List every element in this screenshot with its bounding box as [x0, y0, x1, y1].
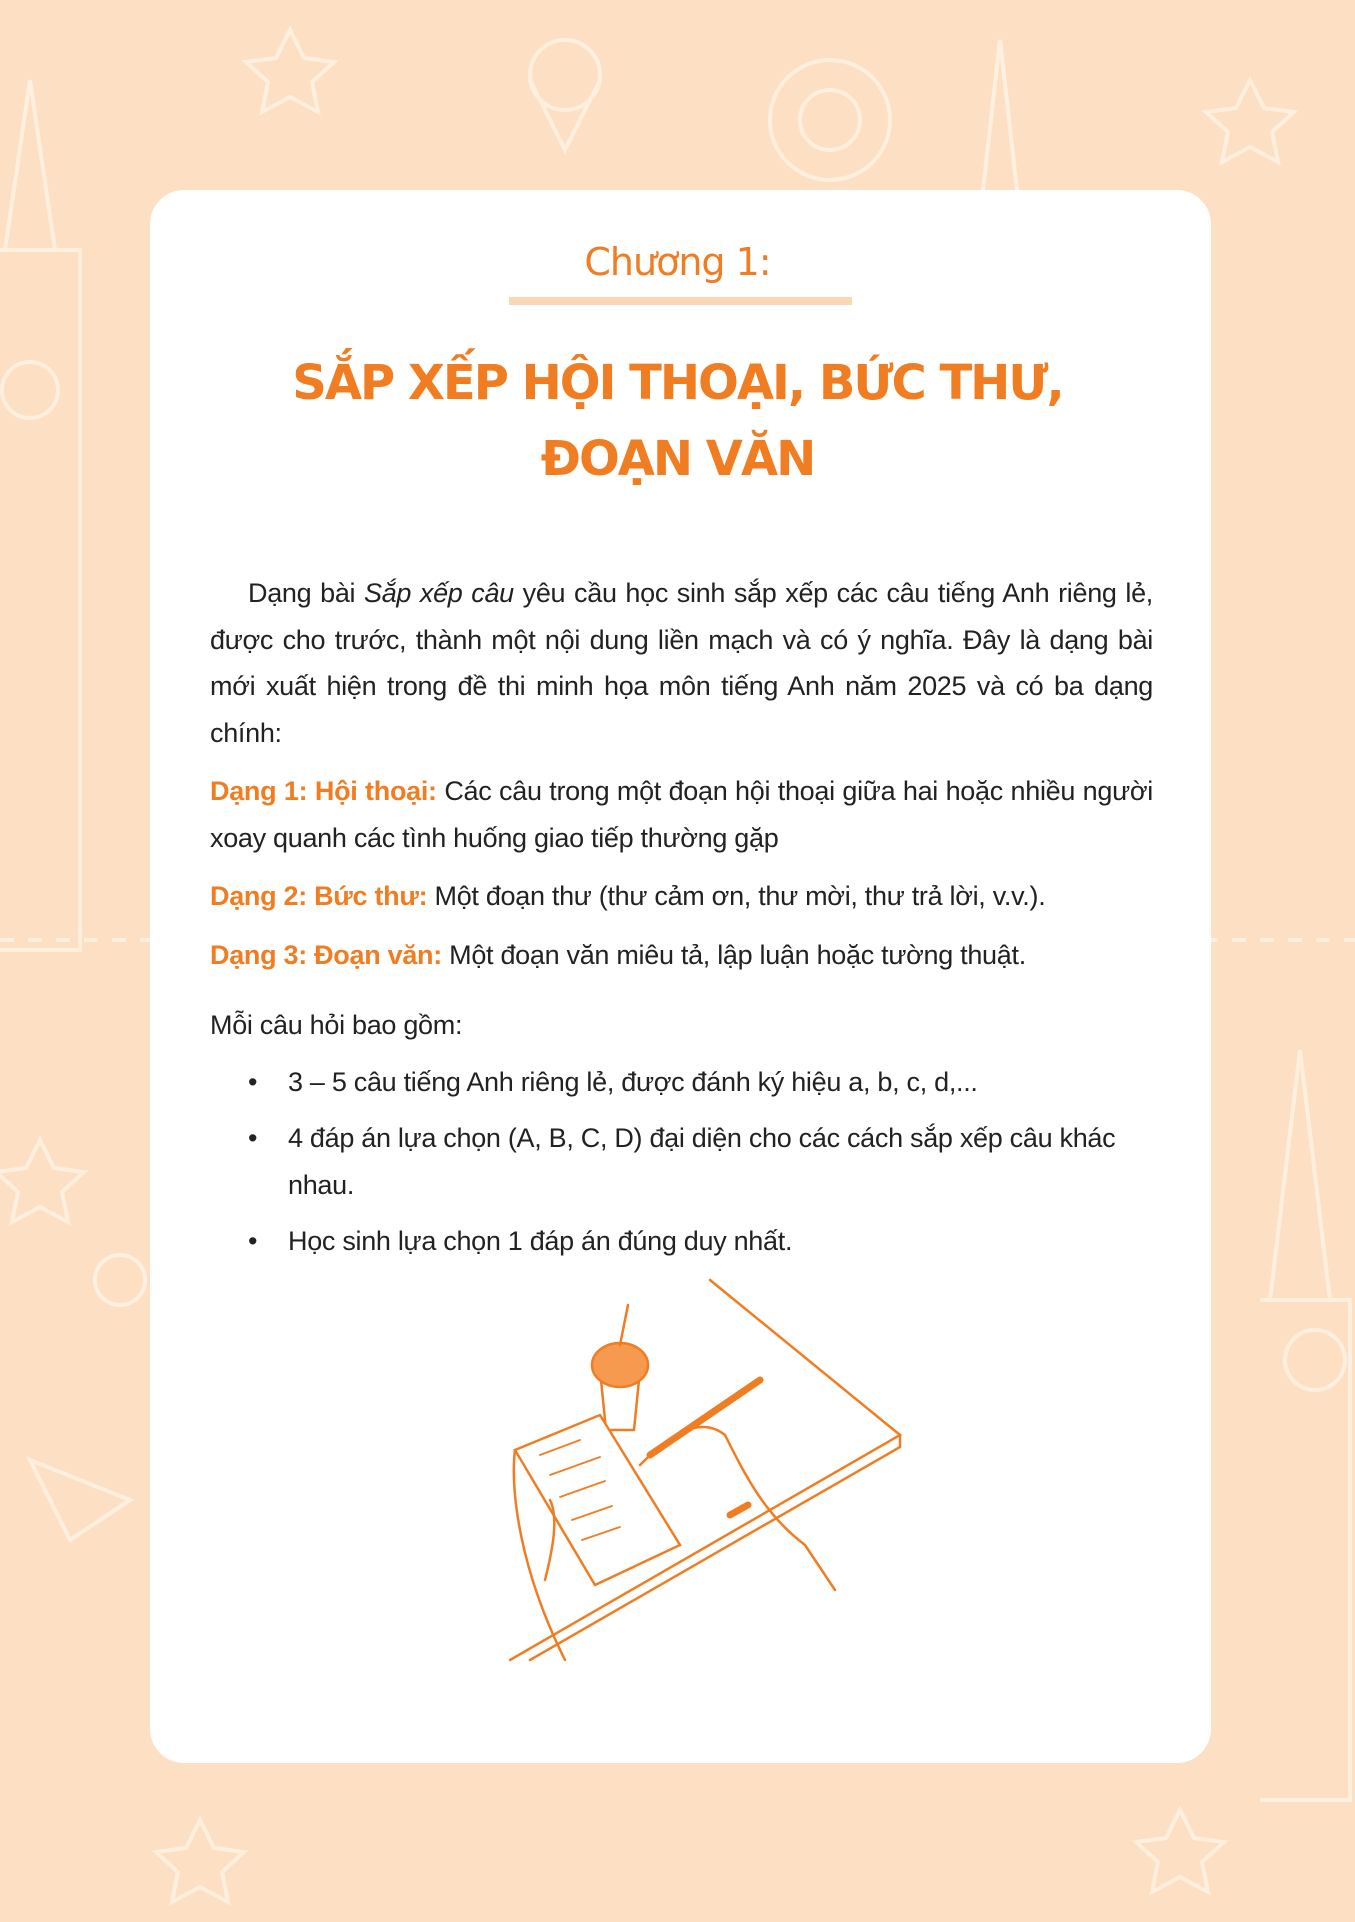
type-label: Dạng 2: Bức thư: — [210, 881, 428, 911]
type-text: Một đoạn thư (thư cảm ơn, thư mời, thư trả lời, v.v.). — [427, 881, 1046, 911]
type-label: Dạng 1: Hội thoại: — [210, 776, 437, 806]
question-intro: Mỗi câu hỏi bao gồm: — [210, 1010, 463, 1040]
type-text: Các câu trong một đoạn hội thoại giữa hai hoặc nhiều người xoay quanh các tình huống giao tiếp thường gặp — [210, 776, 1153, 853]
type-label: Dạng 3: Đoạn văn: — [210, 939, 442, 970]
page-title — [0, 345, 1355, 497]
type-1 — [210, 768, 1153, 861]
title-line-2: ĐOẠN VĂN — [540, 431, 815, 487]
title-divider — [509, 297, 852, 305]
chapter-label: Chương 1: — [584, 240, 771, 284]
intro-italic: Sắp xếp câu — [363, 578, 514, 608]
list-item: • Học sinh lựa chọn 1 đáp án đúng duy nhất. — [210, 1218, 1153, 1265]
body-text — [210, 570, 1153, 1275]
type-2 — [210, 873, 1153, 920]
intro-text-rest: yêu cầu học sinh sắp xếp các câu tiếng Anh riêng lẻ, được cho trước, thành một nội dung liền mạch và có ý nghĩa. Đây là dạng bài mới xuất hiện trong đề thi minh họa môn tiếng Anh năm 2025 và có ba dạng chính: — [210, 578, 1153, 748]
title-line-1: SẮP XẾP HỘI THOẠI, BỨC THƯ, — [292, 355, 1063, 411]
type-text: Một đoạn văn miêu tả, lập luận hoặc tường thuật. — [441, 939, 1026, 970]
writing-letter-illustration — [500, 1275, 910, 1665]
type-3 — [210, 932, 1153, 979]
list-item: • 3 – 5 câu tiếng Anh riêng lẻ, được đánh ký hiệu a, b, c, d,... — [210, 1059, 1153, 1106]
intro-text: Dạng bài — [248, 578, 364, 608]
intro-paragraph — [210, 570, 1153, 756]
list-item: • 4 đáp án lựa chọn (A, B, C, D) đại diện cho các cách sắp xếp câu khác nhau. — [210, 1115, 1153, 1208]
bullet-list — [210, 1059, 1153, 1265]
